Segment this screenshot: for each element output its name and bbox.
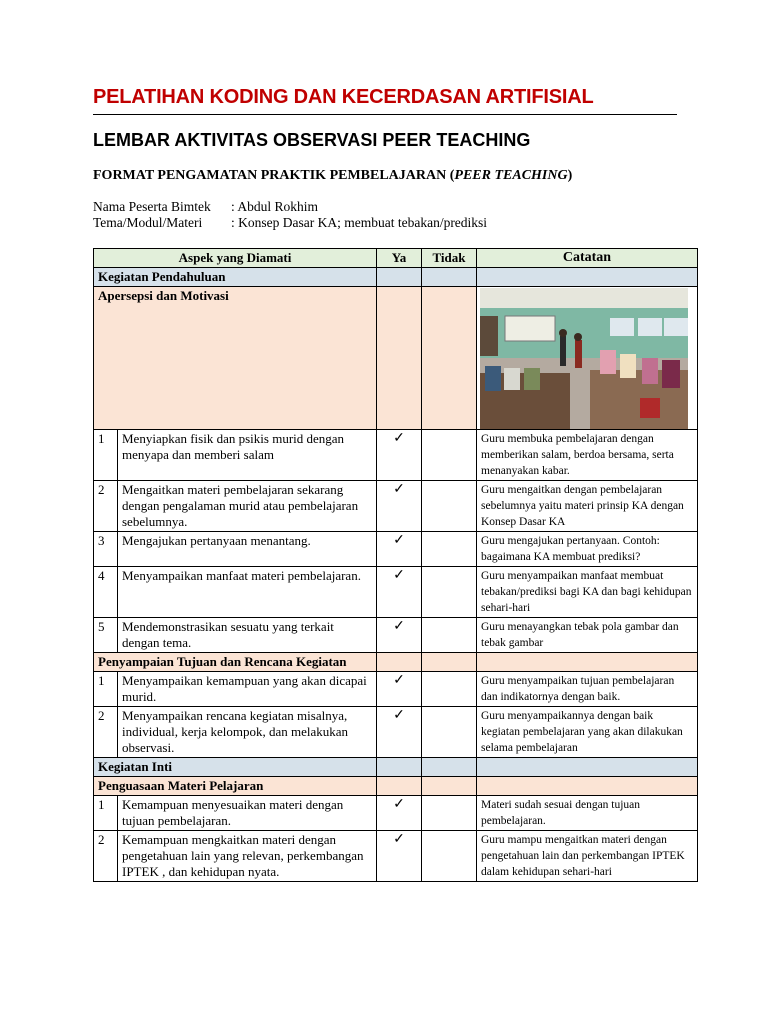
- name-label: Nama Peserta Bimtek: [93, 199, 211, 214]
- table-row: [94, 481, 698, 532]
- check-icon: ✓: [377, 796, 422, 831]
- info-row-name: [93, 199, 487, 215]
- format-heading: [93, 168, 572, 184]
- topic-label: Tema/Modul/Materi: [93, 215, 203, 230]
- name-value: : Abdul Rokhim: [231, 199, 319, 214]
- empty-cell: [422, 430, 477, 481]
- row-number: 1: [94, 672, 118, 707]
- check-icon: ✓: [377, 672, 422, 707]
- row-aspect: Kemampuan mengkaitkan materi dengan pengetahuan lain yang relevan, perkembangan IPTEK , dan kehidupan nyata.: [118, 831, 377, 882]
- photo-cell: [477, 287, 698, 430]
- section-row: [94, 268, 698, 287]
- empty-cell: [422, 831, 477, 882]
- section-label: Kegiatan Pendahuluan: [94, 268, 377, 287]
- participant-info: [93, 199, 487, 231]
- empty-cell: [477, 268, 698, 287]
- table-row: [94, 796, 698, 831]
- check-icon: ✓: [377, 618, 422, 653]
- table-row: [94, 831, 698, 882]
- section-row: [94, 758, 698, 777]
- document-subtitle: LEMBAR AKTIVITAS OBSERVASI PEER TEACHING: [93, 130, 531, 150]
- empty-cell: [377, 268, 422, 287]
- table-row: [94, 532, 698, 567]
- empty-cell: [422, 653, 477, 672]
- check-icon: ✓: [377, 481, 422, 532]
- row-number: 2: [94, 481, 118, 532]
- empty-cell: [422, 287, 477, 430]
- subsection-row: [94, 653, 698, 672]
- format-suffix: ): [567, 168, 573, 183]
- empty-cell: [377, 758, 422, 777]
- row-aspect: Mendemonstrasikan sesuatu yang terkait dengan tema.: [118, 618, 377, 653]
- table-row: [94, 430, 698, 481]
- row-number: 1: [94, 430, 118, 481]
- row-note: Materi sudah sesuai dengan tujuan pembelajaran.: [477, 796, 698, 831]
- row-number: 1: [94, 796, 118, 831]
- table-row: [94, 707, 698, 758]
- section-label: Kegiatan Inti: [94, 758, 377, 777]
- check-icon: ✓: [377, 532, 422, 567]
- row-note: Guru mampu mengaitkan materi dengan pengetahuan lain dan perkembangan IPTEK dalam kehidupan sehari-hari: [477, 831, 698, 882]
- empty-cell: [377, 287, 422, 430]
- empty-cell: [422, 532, 477, 567]
- row-note: Guru mengaitkan dengan pembelajaran sebelumnya yaitu materi prinsip KA dengan Konsep Dasar KA: [477, 481, 698, 532]
- empty-cell: [377, 653, 422, 672]
- info-row-topic: [93, 215, 487, 231]
- empty-cell: [422, 758, 477, 777]
- empty-cell: [422, 777, 477, 796]
- empty-cell: [422, 567, 477, 618]
- format-prefix: FORMAT PENGAMATAN PRAKTIK PEMBELAJARAN (: [93, 168, 455, 183]
- empty-cell: [422, 672, 477, 707]
- row-note: Guru menayangkan tebak pola gambar dan tebak gambar: [477, 618, 698, 653]
- row-aspect: Mengaitkan materi pembelajaran sekarang dengan pengalaman murid atau pembelajaran sebelumnya.: [118, 481, 377, 532]
- table-header-row: [94, 249, 698, 268]
- subsection-label: Penguasaan Materi Pelajaran: [94, 777, 377, 796]
- row-aspect: Menyiapkan fisik dan psikis murid dengan menyapa dan memberi salam: [118, 430, 377, 481]
- title-underline: [93, 114, 677, 115]
- row-aspect: Mengajukan pertanyaan menantang.: [118, 532, 377, 567]
- topic-value: : Konsep Dasar KA; membuat tebakan/prediksi: [231, 215, 488, 230]
- document-title: PELATIHAN KODING DAN KECERDASAN ARTIFISIAL: [93, 86, 594, 108]
- row-aspect: Menyampaikan rencana kegiatan misalnya, individual, kerja kelompok, dan melakukan observasi.: [118, 707, 377, 758]
- subsection-row: [94, 287, 698, 430]
- format-italic: PEER TEACHING: [454, 168, 568, 183]
- header-aspect: Aspek yang Diamati: [94, 249, 377, 268]
- check-icon: ✓: [377, 430, 422, 481]
- empty-cell: [477, 777, 698, 796]
- row-number: 3: [94, 532, 118, 567]
- empty-cell: [422, 481, 477, 532]
- empty-cell: [422, 707, 477, 758]
- classroom-photo: [480, 288, 688, 429]
- row-note: Guru menyampaikannya dengan baik kegiatan pembelajaran yang akan dilakukan selama pembelajaran: [477, 707, 698, 758]
- row-number: 2: [94, 707, 118, 758]
- empty-cell: [477, 653, 698, 672]
- header-notes: Catatan: [477, 249, 698, 268]
- header-yes: Ya: [377, 249, 422, 268]
- header-no: Tidak: [422, 249, 477, 268]
- empty-cell: [477, 758, 698, 777]
- subsection-label: Penyampaian Tujuan dan Rencana Kegiatan: [94, 653, 377, 672]
- row-note: Guru menyampaikan manfaat membuat tebakan/prediksi bagi KA dan bagi kehidupan sehari-hari: [477, 567, 698, 618]
- empty-cell: [422, 268, 477, 287]
- table-row: [94, 618, 698, 653]
- row-aspect: Menyampaikan manfaat materi pembelajaran.: [118, 567, 377, 618]
- row-aspect: Kemampuan menyesuaikan materi dengan tujuan pembelajaran.: [118, 796, 377, 831]
- row-number: 4: [94, 567, 118, 618]
- observation-table: [93, 248, 698, 882]
- empty-cell: [377, 777, 422, 796]
- check-icon: ✓: [377, 707, 422, 758]
- row-number: 2: [94, 831, 118, 882]
- subsection-label: Apersepsi dan Motivasi: [94, 287, 377, 430]
- empty-cell: [422, 618, 477, 653]
- table-row: [94, 672, 698, 707]
- row-note: Guru mengajukan pertanyaan. Contoh: bagaimana KA membuat prediksi?: [477, 532, 698, 567]
- check-icon: ✓: [377, 567, 422, 618]
- row-number: 5: [94, 618, 118, 653]
- subsection-row: [94, 777, 698, 796]
- row-aspect: Menyampaikan kemampuan yang akan dicapai murid.: [118, 672, 377, 707]
- row-note: Guru menyampaikan tujuan pembelajaran dan indikatornya dengan baik.: [477, 672, 698, 707]
- table-row: [94, 567, 698, 618]
- empty-cell: [422, 796, 477, 831]
- row-note: Guru membuka pembelajaran dengan memberikan salam, berdoa bersama, serta menanyakan kabar.: [477, 430, 698, 481]
- check-icon: ✓: [377, 831, 422, 882]
